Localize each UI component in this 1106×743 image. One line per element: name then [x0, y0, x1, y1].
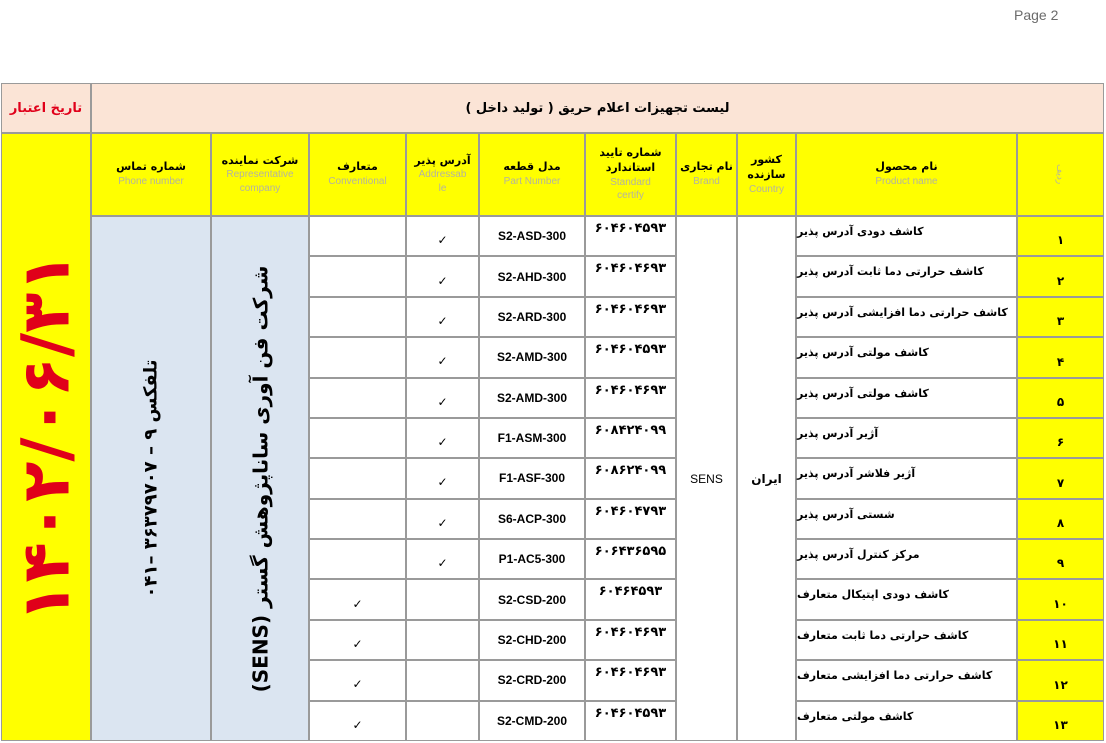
- addressable-cell: ✓: [406, 256, 479, 296]
- product-name: کاشف دودی اپتیکال متعارف: [796, 579, 1017, 619]
- standard-cert-number: ۶۰۴۶۰۴۵۹۳: [585, 701, 676, 741]
- conventional-cell: [309, 499, 406, 539]
- header-country-fa1: کشور: [751, 152, 782, 166]
- header-country-en: Country: [748, 183, 784, 195]
- product-name: شستی آدرس پذیر: [796, 499, 1017, 539]
- header-conventional: [309, 133, 406, 216]
- header-product-fa: نام محصول: [875, 160, 938, 174]
- row-number: ۵: [1017, 378, 1104, 418]
- header-conv-en: Conventional: [328, 176, 387, 188]
- product-name: کاشف حرارتی دما ثابت متعارف: [796, 620, 1017, 660]
- conventional-cell: [309, 378, 406, 418]
- addressable-cell: ✓: [406, 418, 479, 458]
- product-name: آژیر آدرس پذیر: [796, 418, 1017, 458]
- country-cell: [737, 216, 796, 741]
- standard-cert-number: ۶۰۴۶۰۴۷۹۳: [585, 499, 676, 539]
- product-name: کاشف مولتی آدرس پذیر: [796, 378, 1017, 418]
- standard-cert-number: ۶۰۴۶۰۴۶۹۳: [585, 297, 676, 337]
- row-number: ۱۲: [1017, 660, 1104, 700]
- validity-date-title: تاریخ اعتبار: [1, 83, 91, 133]
- conventional-cell: ✓: [309, 620, 406, 660]
- row-number: ۱۰: [1017, 579, 1104, 619]
- header-phone: [91, 133, 211, 216]
- standard-cert-number: ۶۰۴۶۴۵۹۳: [585, 579, 676, 619]
- row-number: ۹: [1017, 539, 1104, 579]
- header-row-label: ردیف: [1055, 164, 1066, 185]
- header-part-fa: مدل قطعه: [503, 160, 561, 174]
- conventional-cell: [309, 297, 406, 337]
- product-name: کاشف حرارتی دما ثابت آدرس پذیر: [796, 256, 1017, 296]
- standard-cert-number: ۶۰۶۴۳۶۵۹۵: [585, 539, 676, 579]
- header-brand: [676, 133, 737, 216]
- addressable-cell: [406, 660, 479, 700]
- header-product-name: [796, 133, 1017, 216]
- part-number: F1-ASM-300: [479, 418, 585, 458]
- phone-value: تلفکس ۹ – ۳۶۳۷۹۷۰۷ –۰۴۱: [140, 359, 162, 598]
- row-number: ۱: [1017, 216, 1104, 256]
- standard-cert-number: ۶۰۴۶۰۴۶۹۳: [585, 620, 676, 660]
- conventional-cell: ✓: [309, 579, 406, 619]
- conventional-cell: [309, 539, 406, 579]
- product-name: کاشف مولتی متعارف: [796, 701, 1017, 741]
- fire-alarm-equipment-table: [1, 83, 1104, 741]
- product-name: کاشف مولتی آدرس پذیر: [796, 337, 1017, 377]
- part-number: S2-ARD-300: [479, 297, 585, 337]
- header-country: [737, 133, 796, 216]
- conventional-cell: ✓: [309, 701, 406, 741]
- addressable-cell: ✓: [406, 458, 479, 498]
- header-phone-fa: شماره تماس: [116, 160, 186, 174]
- header-country-fa2: سازنده: [747, 167, 786, 181]
- part-number: S6-ACP-300: [479, 499, 585, 539]
- part-number: S2-CMD-200: [479, 701, 585, 741]
- part-number: S2-AMD-300: [479, 378, 585, 418]
- phone-cell: [91, 216, 211, 741]
- table-title: لیست تجهیزات اعلام حریق ( تولید داخل ): [91, 83, 1104, 133]
- header-standard-cert: [585, 133, 676, 216]
- country-value: ایران: [751, 471, 782, 486]
- header-row-number: [1017, 133, 1104, 216]
- header-brand-en: Brand: [693, 176, 720, 188]
- row-number: ۴: [1017, 337, 1104, 377]
- row-number: ۷: [1017, 458, 1104, 498]
- part-number: F1-ASF-300: [479, 458, 585, 498]
- addressable-cell: [406, 579, 479, 619]
- header-representative: [211, 133, 309, 216]
- addressable-cell: ✓: [406, 297, 479, 337]
- conventional-cell: [309, 256, 406, 296]
- brand-cell: [676, 216, 737, 741]
- addressable-cell: ✓: [406, 499, 479, 539]
- header-part-number: [479, 133, 585, 216]
- conventional-cell: [309, 337, 406, 377]
- header-addressable: [406, 133, 479, 216]
- brand-value: SENS: [690, 471, 723, 486]
- part-number: S2-CSD-200: [479, 579, 585, 619]
- validity-date-value: ۱۴۰۲/۰۶/۳۱: [7, 251, 85, 623]
- row-number: ۳: [1017, 297, 1104, 337]
- addressable-cell: [406, 701, 479, 741]
- header-rep-en1: Representative: [226, 169, 294, 181]
- validity-date: [1, 133, 91, 741]
- product-name: کاشف حرارتی دما افزایشی آدرس پذیر: [796, 297, 1017, 337]
- addressable-cell: ✓: [406, 337, 479, 377]
- row-number: ۱۱: [1017, 620, 1104, 660]
- row-number: ۲: [1017, 256, 1104, 296]
- conventional-cell: [309, 216, 406, 256]
- header-addr-en2: le: [438, 182, 447, 194]
- header-conv-fa: متعارف: [337, 160, 378, 174]
- conventional-cell: [309, 458, 406, 498]
- header-addr-fa: آدرس پذیر: [414, 153, 471, 167]
- page-number: Page 2: [1014, 7, 1059, 23]
- addressable-cell: [406, 620, 479, 660]
- row-number: ۱۳: [1017, 701, 1104, 741]
- product-name: کاشف دودی آدرس پذیر: [796, 216, 1017, 256]
- header-part-en: Part Number: [503, 176, 561, 188]
- part-number: S2-AMD-300: [479, 337, 585, 377]
- part-number: S2-CRD-200: [479, 660, 585, 700]
- header-cert-fa2: استاندارد: [605, 161, 656, 174]
- product-name: مرکز کنترل آدرس پذیر: [796, 539, 1017, 579]
- standard-cert-number: ۶۰۴۶۰۴۶۹۳: [585, 660, 676, 700]
- company-value: شرکت فن آوری ساناپژوهش گستر (SENS): [248, 265, 273, 692]
- product-name: آژیر فلاشر آدرس پذیر: [796, 458, 1017, 498]
- addressable-cell: ✓: [406, 216, 479, 256]
- header-phone-en: Phone number: [118, 176, 184, 188]
- header-rep-fa: شرکت نماینده: [221, 153, 299, 167]
- standard-cert-number: ۶۰۴۶۰۴۵۹۳: [585, 337, 676, 377]
- standard-cert-number: ۶۰۸۶۲۴۰۹۹: [585, 458, 676, 498]
- addressable-cell: ✓: [406, 539, 479, 579]
- part-number: S2-AHD-300: [479, 256, 585, 296]
- header-cert-en1: Standard: [610, 176, 651, 188]
- standard-cert-number: ۶۰۴۶۰۴۵۹۳: [585, 216, 676, 256]
- part-number: S2-ASD-300: [479, 216, 585, 256]
- company-cell: [211, 216, 309, 741]
- row-number: ۸: [1017, 499, 1104, 539]
- header-rep-en2: company: [239, 182, 281, 194]
- header-product-en: Product name: [875, 176, 938, 188]
- header-cert-fa1: شماره تایید: [599, 146, 662, 160]
- header-addr-en1: Addressab: [418, 169, 467, 181]
- addressable-cell: ✓: [406, 378, 479, 418]
- product-name: کاشف حرارتی دما افزایشی متعارف: [796, 660, 1017, 700]
- part-number: P1-AC5-300: [479, 539, 585, 579]
- standard-cert-number: ۶۰۴۶۰۴۶۹۳: [585, 378, 676, 418]
- part-number: S2-CHD-200: [479, 620, 585, 660]
- standard-cert-number: ۶۰۸۴۲۴۰۹۹: [585, 418, 676, 458]
- standard-cert-number: ۶۰۴۶۰۴۶۹۳: [585, 256, 676, 296]
- header-brand-fa: نام تجاری: [680, 160, 733, 174]
- conventional-cell: [309, 418, 406, 458]
- conventional-cell: ✓: [309, 660, 406, 700]
- header-cert-en2: certify: [617, 190, 644, 202]
- row-number: ۶: [1017, 418, 1104, 458]
